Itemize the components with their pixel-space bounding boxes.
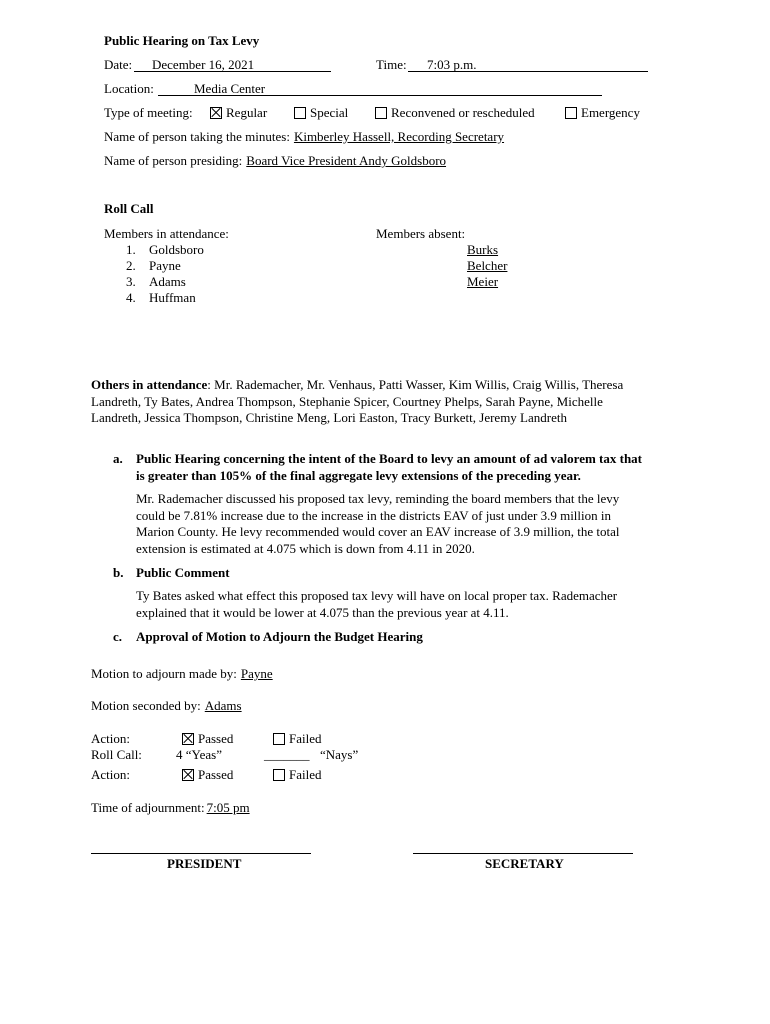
secretary-label: SECRETARY (485, 856, 564, 871)
presiding-row (104, 153, 446, 169)
president-label: PRESIDENT (167, 856, 242, 871)
option-regular (210, 105, 267, 121)
emergency-checkbox (565, 107, 577, 119)
rollcall-label: Roll Call: (91, 747, 142, 762)
item-b-body: Ty Bates asked what effect this proposed tax levy will have on local proper tax. Rademacher explained that it would be lower at 4.075 than the previous year at 4.11. (136, 588, 618, 620)
date-label: Date: (104, 57, 133, 72)
nays-blank: _______ (264, 747, 310, 762)
regular-label: Regular (226, 105, 268, 120)
roll-call-heading: Roll Call (104, 201, 154, 216)
action-label-1: Action: (91, 731, 130, 746)
absent-item: Meier (467, 274, 499, 289)
presiding-label: Name of person presiding: (104, 153, 243, 168)
item-c-heading: Approval of Motion to Adjourn the Budget Hearing (136, 629, 423, 644)
option-emergency (565, 105, 640, 121)
document-title: Public Hearing on Tax Levy (104, 33, 260, 48)
motion-made-label: Motion to adjourn made by: (91, 666, 237, 681)
meeting-type-label: Type of meeting: (104, 105, 193, 120)
adjournment-row (91, 800, 250, 816)
absent-item: Belcher (467, 258, 508, 273)
attendance-item: 3. Adams (126, 274, 186, 289)
item-a-body: Mr. Rademacher discussed his proposed tax levy, reminding the board members that the levy could be 7.81% increase due to the increase in the districts EAV of just under 3.9 million in Marion County. He levy recommended would cover an EAV increase of 3.9 million, the total extension is estimated at 4.075 which is down from 4.11 in 2020. (136, 491, 620, 556)
nays-label: “Nays” (320, 747, 359, 762)
absent-item: Burks (467, 242, 499, 257)
others-in-attendance: Others in attendance: Mr. Rademacher, Mr. Venhaus, Patti Wasser, Kim Willis, Craig Willis, Theresa Landreth, Ty Bates, Andrea Thompson, Stephanie Spicer, Courtney Phelps, Sarah Payne, Michelle Landreth, Jessica Thompson, Christine Meng, Lori Easton, Tracy Burkett, Jeremy Landreth (91, 377, 624, 425)
failed-checkbox (273, 769, 285, 781)
yeas-count: 4 “Yeas” (176, 747, 222, 762)
motion-made-by: Payne (240, 666, 273, 681)
attendance-label: Members in attendance: (104, 226, 229, 241)
item-b-heading: Public Comment (136, 565, 230, 580)
absent-list (467, 242, 507, 290)
attendance-item: 4. Huffman (126, 290, 196, 305)
item-b-letter: b. (113, 565, 124, 580)
item-a-heading: Public Hearing concerning the intent of the Board to levy an amount of ad valorem tax that is greater than 105% of the final aggregate levy extensions of the preceding year. (136, 451, 643, 483)
motion-seconded-label: Motion seconded by: (91, 698, 201, 713)
reconvened-checkbox (375, 107, 387, 119)
passed-checkbox (182, 769, 194, 781)
motion-seconded-row (91, 698, 242, 714)
option-special (294, 105, 348, 121)
action2-failed: Failed (273, 767, 322, 783)
location-value: Media Center (194, 81, 266, 96)
minutes-taker-row (104, 129, 504, 145)
attendance-item: 1. Goldsboro (126, 242, 204, 257)
absent-label: Members absent: (376, 226, 466, 241)
minutes-taker-label: Name of person taking the minutes: (104, 129, 290, 144)
attendance-item: 2. Payne (126, 258, 181, 273)
regular-checkbox (210, 107, 222, 119)
action2-passed: Passed (182, 767, 233, 783)
date-value: December 16, 2021 (152, 57, 255, 72)
special-label: Special (310, 105, 349, 120)
special-checkbox (294, 107, 306, 119)
emergency-label: Emergency (581, 105, 640, 120)
secretary-signature-line (413, 853, 633, 854)
time-label: Time: (376, 57, 407, 72)
item-c-letter: c. (113, 629, 123, 644)
option-reconvened (375, 105, 535, 121)
adjournment-time: 7:05 pm (206, 800, 250, 815)
reconvened-label: Reconvened or rescheduled (391, 105, 535, 120)
action-label-2: Action: (91, 767, 130, 782)
others-label: Others in attendance (91, 377, 208, 392)
president-signature-line (91, 853, 311, 854)
attendance-list (126, 242, 204, 306)
minutes-taker-value: Kimberley Hassell, Recording Secretary (293, 129, 505, 144)
time-value: 7:03 p.m. (427, 57, 477, 72)
passed-checkbox (182, 733, 194, 745)
presiding-value: Board Vice President Andy Goldsboro (246, 153, 447, 168)
item-a-letter: a. (113, 451, 123, 466)
motion-seconded-by: Adams (204, 698, 242, 713)
adjournment-label: Time of adjournment: (91, 800, 205, 815)
action1-passed: Passed (182, 731, 233, 747)
failed-checkbox (273, 733, 285, 745)
location-label: Location: (104, 81, 154, 96)
action1-failed: Failed (273, 731, 322, 747)
motion-made-row (91, 666, 273, 682)
